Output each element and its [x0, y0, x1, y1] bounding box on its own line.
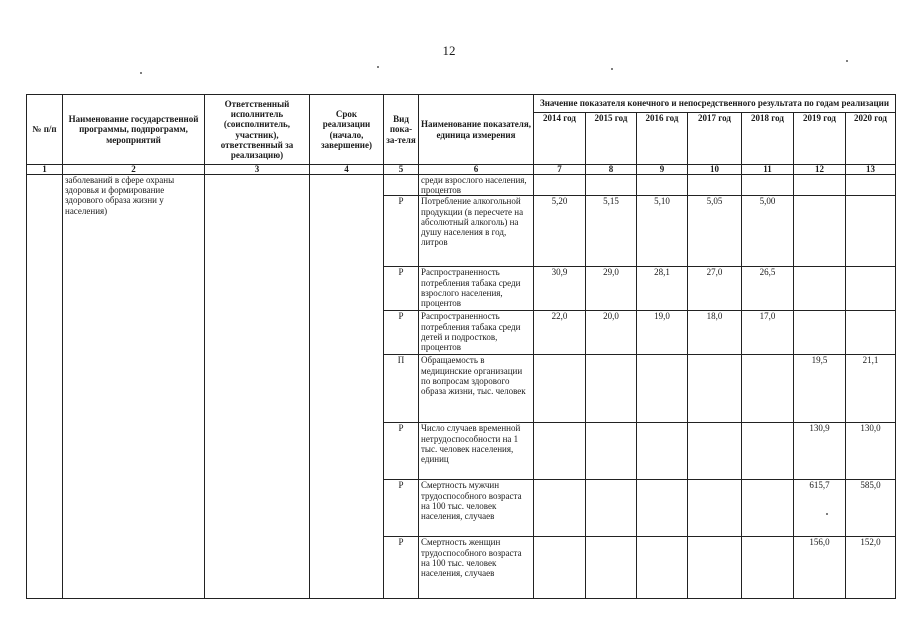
value-cell: [534, 423, 586, 480]
scan-speck: [377, 66, 379, 68]
kind-cell: Р: [384, 311, 419, 355]
value-cell: 156,0: [794, 537, 846, 599]
scan-speck: [611, 68, 613, 70]
value-cell: [846, 196, 896, 267]
value-cell: [794, 175, 846, 196]
value-cell: [586, 537, 637, 599]
indicator-cell: Потребление алкогольной продукции (в пересчете на абсолютный алкоголь) на душу населения в год, литров: [419, 196, 534, 267]
value-cell: 5,05: [688, 196, 742, 267]
value-cell: 585,0: [846, 480, 896, 537]
value-cell: 615,7: [794, 480, 846, 537]
value-cell: [586, 480, 637, 537]
value-cell: 30,9: [534, 267, 586, 311]
column-number: 12: [794, 165, 846, 175]
header-executor: Ответственный исполнитель (соисполнитель, участник), ответственный за реализацию): [205, 95, 310, 165]
page-number: 12: [442, 43, 456, 58]
value-cell: [742, 480, 794, 537]
program-cell: заболеваний в сфере охраны здоровья и формирование здорового образа жизни у населения): [63, 175, 205, 599]
column-number: 3: [205, 165, 310, 175]
header-year: 2019 год: [794, 113, 846, 165]
value-cell: 5,20: [534, 196, 586, 267]
value-cell: 27,0: [688, 267, 742, 311]
number-cell: [27, 175, 63, 599]
value-cell: [534, 480, 586, 537]
value-cell: 5,10: [637, 196, 688, 267]
executor-cell: [205, 175, 310, 599]
value-cell: [688, 423, 742, 480]
header-year: 2017 год: [688, 113, 742, 165]
value-cell: 29,0: [586, 267, 637, 311]
indicator-cell: Распространенность потребления табака среди детей и подростков, процентов: [419, 311, 534, 355]
value-cell: [742, 423, 794, 480]
indicator-cell: Смертность мужчин трудоспособного возраста на 100 тыс. человек населения, случаев: [419, 480, 534, 537]
column-number: 8: [586, 165, 637, 175]
value-cell: [742, 537, 794, 599]
term-cell: [310, 175, 384, 599]
value-cell: 152,0: [846, 537, 896, 599]
value-cell: [688, 175, 742, 196]
value-cell: 5,00: [742, 196, 794, 267]
value-cell: [742, 175, 794, 196]
scan-speck: [846, 60, 848, 62]
value-cell: 19,5: [794, 355, 846, 423]
header-kind: Вид пока-за-теля: [384, 95, 419, 165]
indicator-cell: Число случаев временной нетрудоспособности на 1 тыс. человек населения, единиц: [419, 423, 534, 480]
indicator-table: [26, 94, 896, 599]
value-cell: 18,0: [688, 311, 742, 355]
value-cell: [742, 355, 794, 423]
value-cell: [586, 175, 637, 196]
kind-cell: Р: [384, 480, 419, 537]
value-cell: [688, 537, 742, 599]
value-cell: [846, 311, 896, 355]
kind-cell: Р: [384, 267, 419, 311]
value-cell: 21,1: [846, 355, 896, 423]
column-number: 10: [688, 165, 742, 175]
column-number: 5: [384, 165, 419, 175]
column-number: 11: [742, 165, 794, 175]
kind-cell: П: [384, 355, 419, 423]
column-number: 1: [27, 165, 63, 175]
indicator-cell: Распространенность потребления табака среди взрослого населения, процентов: [419, 267, 534, 311]
header-program: Наименование государственной программы, подпрограмм, мероприятий: [63, 95, 205, 165]
value-cell: 20,0: [586, 311, 637, 355]
value-cell: [586, 355, 637, 423]
value-cell: [534, 355, 586, 423]
value-cell: 26,5: [742, 267, 794, 311]
value-cell: 130,0: [846, 423, 896, 480]
header-term: Срок реализации (начало, завершение): [310, 95, 384, 165]
column-number: 7: [534, 165, 586, 175]
value-cell: [794, 196, 846, 267]
value-cell: 19,0: [637, 311, 688, 355]
header-number: № п/п: [27, 95, 63, 165]
kind-cell: Р: [384, 537, 419, 599]
column-number: 6: [419, 165, 534, 175]
indicator-cell: среди взрослого населения, процентов: [419, 175, 534, 196]
value-cell: [534, 175, 586, 196]
indicator-cell: Обращаемость в медицинские организации по вопросам здорового образа жизни, тыс. человек: [419, 355, 534, 423]
value-cell: [586, 423, 637, 480]
column-number: 13: [846, 165, 896, 175]
value-cell: [637, 537, 688, 599]
column-number-row: [27, 165, 896, 175]
header-year: 2018 год: [742, 113, 794, 165]
value-cell: 22,0: [534, 311, 586, 355]
scan-speck: [140, 72, 142, 74]
kind-cell: [384, 175, 419, 196]
kind-cell: Р: [384, 423, 419, 480]
value-cell: [534, 537, 586, 599]
kind-cell: Р: [384, 196, 419, 267]
header-values-group: Значение показателя конечного и непосредственного результата по годам реализации: [534, 95, 896, 113]
column-number: 9: [637, 165, 688, 175]
value-cell: [688, 480, 742, 537]
value-cell: [637, 175, 688, 196]
header-indicator: Наименование показателя, единица измерения: [419, 95, 534, 165]
table-row: [27, 175, 896, 196]
value-cell: [794, 311, 846, 355]
value-cell: [688, 355, 742, 423]
value-cell: [637, 480, 688, 537]
value-cell: [846, 267, 896, 311]
value-cell: 28,1: [637, 267, 688, 311]
value-cell: 130,9: [794, 423, 846, 480]
header-year: 2016 год: [637, 113, 688, 165]
value-cell: 17,0: [742, 311, 794, 355]
header-year: 2015 год: [586, 113, 637, 165]
value-cell: [846, 175, 896, 196]
column-number: 4: [310, 165, 384, 175]
value-cell: [637, 423, 688, 480]
header-year: 2020 год: [846, 113, 896, 165]
value-cell: [794, 267, 846, 311]
value-cell: [637, 355, 688, 423]
value-cell: 5,15: [586, 196, 637, 267]
column-number: 2: [63, 165, 205, 175]
indicator-cell: Смертность женщин трудоспособного возраста на 100 тыс. человек населения, случаев: [419, 537, 534, 599]
header-year: 2014 год: [534, 113, 586, 165]
